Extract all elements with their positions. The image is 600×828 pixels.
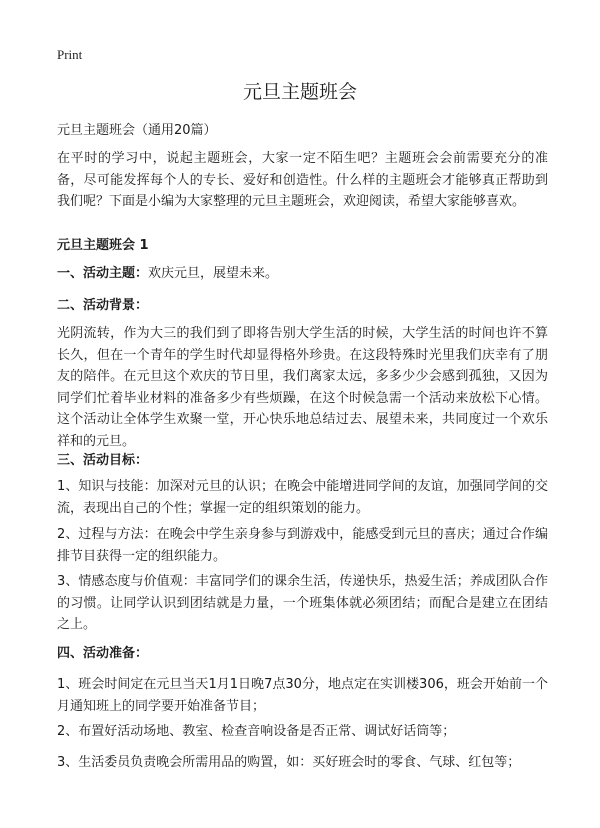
- goal-item: 3、情感态度与价值观：丰富同学们的课余生活，传递快乐，热爱生活；养成团队合作的习惯。让同学认识到团结就是力量，一个班集体就必须团结；而配合是建立在团结之上。: [57, 574, 548, 633]
- goal-item: 1、知识与技能：加深对元旦的认识；在晚会中能增进同学间的友谊，加强同学间的交流，表现出自己的个性；掌握一定的组织策划的能力。: [57, 479, 548, 516]
- document-subtitle: 元旦主题班会（通用20篇）: [57, 123, 217, 138]
- theme-heading: 一、活动主题：: [57, 266, 149, 281]
- print-link[interactable]: Print: [57, 47, 83, 62]
- background-heading: 二、活动背景：: [57, 298, 149, 313]
- document-title: 元旦主题班会: [242, 81, 357, 103]
- prep-item: 2、布置好活动场地、教室、检查音响设备是否正常、调试好话筒等；: [57, 724, 456, 739]
- section-title: 元旦主题班会 1: [57, 238, 149, 253]
- prep-heading: 四、活动准备：: [57, 646, 149, 661]
- prep-item: 3、生活委员负责晚会所需用品的购置，如：买好班会时的零食、气球、红包等；: [57, 755, 521, 770]
- intro-paragraph: 在平时的学习中，说起主题班会，大家一定不陌生吧？主题班会会前需要充分的准备，尽可能发挥每个人的专长、爱好和创造性。什么样的主题班会才能够真正帮助到我们呢？下面是小编为大家整理的元旦主题班会，欢迎阅读，希望大家能够喜欢。: [57, 151, 548, 210]
- goals-heading: 三、活动目标：: [57, 453, 149, 468]
- goal-item: 2、过程与方法：在晚会中学生亲身参与到游戏中，能感受到元旦的喜庆；通过合作编排节目获得一定的组织能力。: [57, 527, 548, 564]
- theme-line: [57, 264, 548, 284]
- prep-item: 1、班会时间定在元旦当天1月1日晚7点30分，地点定在实训楼306，班会开始前一个月通知班上的同学要开始准备节目；: [57, 677, 548, 714]
- background-paragraph: 光阴流转，作为大三的我们到了即将告别大学生活的时候，大学生活的时间也许不算长久，但在一个青年的学生时代却显得格外珍贵。在这段特殊时光里我们庆幸有了朋友的陪伴。在元旦这个欢庆的节日里，我们离家太远，多多少少会感到孤独，又因为同学们忙着毕业材料的准备多少有些烦躁，在这个时候急需一个活动来放松下心情。这个活动让全体学生欢聚一堂，开心快乐地总结过去、展望未来，共同度过一个欢乐祥和的元旦。: [57, 326, 548, 449]
- theme-text: 欢庆元旦，展望未来。: [148, 266, 279, 281]
